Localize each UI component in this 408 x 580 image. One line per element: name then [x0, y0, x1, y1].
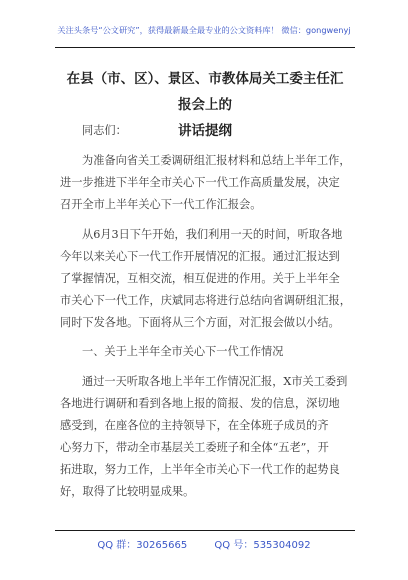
paragraph-3-line: 各地进行调研和看到各地上报的简报、发的信息，深切地 — [60, 397, 340, 410]
title-line-2: 讲话提纲 — [178, 123, 232, 139]
paragraph-3-line: 好，取得了比较明显成果。 — [60, 485, 195, 498]
paragraph-2-line: 市关心下一代工作，庆斌同志将进行总结向省调研组汇报， — [60, 294, 351, 307]
header-note: 关注头条号“公文研究”，获得最新最全最专业的公文资料库！ 微信：gongwenyj — [57, 25, 351, 35]
header-divider — [55, 47, 355, 48]
paragraph-1-line: 为准备向省关工委调研组汇报材料和总结上半年工作， — [82, 154, 351, 167]
paragraph-3-line: 通过一天听取各地上半年工作情况汇报，X市关工委到 — [82, 375, 348, 388]
section-1-heading: 一、关于上半年全市关心下一代工作情况 — [82, 345, 284, 358]
paragraph-2-line: 同时下发各地。下面将从三个方面，对汇报会做以小结。 — [60, 316, 340, 329]
paragraph-1-line: 召开全市上半年关心下一代工作汇报会。 — [60, 198, 262, 211]
paragraph-1-line: 进一步推进下半年全市关心下一代工作高质量发展，决定 — [60, 176, 340, 189]
paragraph-3-line: 感受到，在座各位的主持领导下，在全体班子成员的齐 — [60, 419, 329, 432]
paragraph-2-line: 今年以来关心下一代工作开展情况的汇报。通过汇报达到 — [60, 250, 340, 263]
paragraph-3-line: 心努力下，带动全市基层关工委班子和全体“五老”，开 — [60, 441, 329, 454]
title-line-1: 在县（市、区）、景区、市教体局关工委主任汇报会上的 — [66, 71, 344, 113]
footer-contacts — [0, 536, 408, 551]
footer-divider — [55, 530, 355, 531]
qq-number: QQ 号：535304092 — [214, 540, 311, 551]
paragraph-2-line: 从6月3日下午开始，我们利用一天的时间，听取各地 — [82, 228, 343, 241]
paragraph-2-line: 了掌握情况，互相交流，相互促进的作用。关于上半年全 — [60, 272, 340, 285]
qq-group: QQ 群：30265665 — [97, 540, 188, 551]
salutation: 同志们： — [82, 124, 127, 137]
paragraph-3-line: 拓进取，努力工作，上半年全市关心下一代工作的起势良 — [60, 463, 340, 476]
